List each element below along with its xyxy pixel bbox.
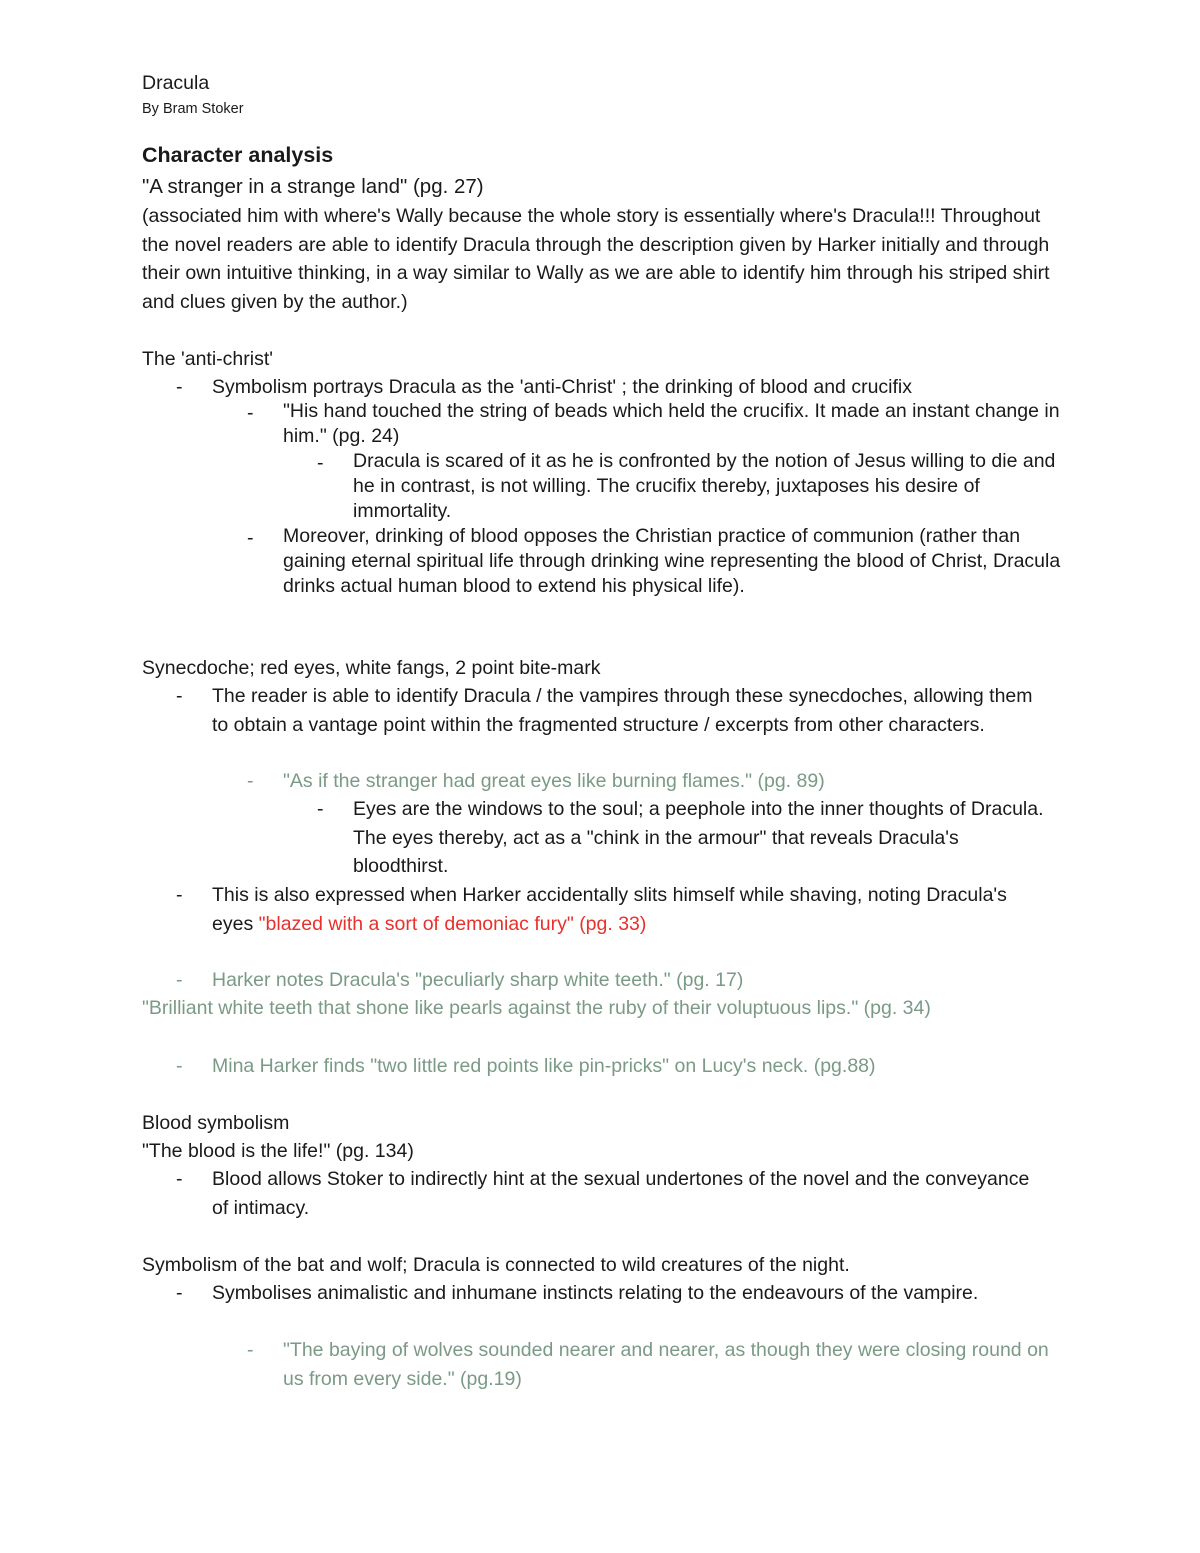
communion-analysis: Moreover, drinking of blood opposes the Christian practice of communion (rather than gaining eternal spiritual life through drinking wine representing the blood of Christ, Dracula drinks actual human blood to extend his physical life).	[283, 525, 1061, 597]
bullet-dash: -	[247, 1339, 254, 1361]
bullet-dash: -	[317, 798, 324, 820]
eyes-analysis: Eyes are the windows to the soul; a peephole into the inner thoughts of Dracula. The eyes thereby, act as a "chink in the armour" that reveals Dracula's bloodthirst.	[353, 798, 1044, 877]
synecdoche-bullet-1: The reader is able to identify Dracula / the vampires through these synecdoches, allowing them to obtain a vantage point within the fragmented structure / excerpts from other characters.	[212, 685, 1033, 736]
bullet-dash: -	[176, 685, 183, 707]
sharp-teeth-quote: Harker notes Dracula's "peculiarly sharp white teeth." (pg. 17)	[212, 969, 744, 991]
antichrist-bullet-1: Symbolism portrays Dracula as the 'anti-Christ' ; the drinking of blood and crucifix	[212, 376, 912, 398]
blood-heading: Blood symbolism	[142, 1112, 290, 1134]
bat-wolf-bullet-1: Symbolises animalistic and inhumane instincts relating to the endeavours of the vampire.	[212, 1282, 979, 1304]
bullet-dash: -	[176, 969, 183, 991]
bullet-dash: -	[247, 527, 254, 549]
bullet-dash: -	[176, 1168, 183, 1190]
crucifix-quote: "His hand touched the string of beads which held the crucifix. It made an instant change in him." (pg. 24)	[283, 400, 1060, 447]
synecdoche-heading: Synecdoche; red eyes, white fangs, 2 point bite-mark	[142, 657, 601, 679]
bullet-dash: -	[176, 1055, 183, 1077]
demoniac-fury-quote: "blazed with a sort of demoniac fury" (pg. 33)	[258, 912, 647, 935]
crucifix-analysis: Dracula is scared of it as he is confronted by the notion of Jesus willing to die and he in contrast, is not willing. The crucifix thereby, juxtaposes his desire of immortality.	[353, 450, 1056, 522]
intro-paragraph: (associated him with where's Wally because the whole story is essentially where's Dracula!!! Throughout the novel readers are able to identify Dracula through the description given by Harker initially and through their own intuitive thinking, in a way similar to Wally as we are able to identify him through his striped shirt and clues given by the author.)	[142, 205, 1050, 313]
stranger-quote: "A stranger in a strange land" (pg. 27)	[142, 175, 484, 198]
blood-bullet-1: Blood allows Stoker to indirectly hint at the sexual undertones of the novel and the conveyance of intimacy.	[212, 1168, 1030, 1219]
bullet-dash: -	[247, 402, 254, 424]
bullet-dash: -	[317, 452, 324, 474]
bullet-dash: -	[176, 884, 183, 906]
section-heading: Character analysis	[142, 143, 334, 167]
blood-quote: "The blood is the life!" (pg. 134)	[142, 1140, 414, 1162]
brilliant-teeth-quote: "Brilliant white teeth that shone like pearls against the ruby of their voluptuous lips." (pg. 34)	[142, 997, 931, 1019]
bullet-dash: -	[247, 770, 254, 792]
eyes-quote: "As if the stranger had great eyes like burning flames." (pg. 89)	[283, 770, 825, 792]
bullet-dash: -	[176, 1282, 183, 1304]
pin-pricks-quote: Mina Harker finds "two little red points like pin-pricks" on Lucy's neck. (pg.88)	[212, 1055, 876, 1077]
shaving-paragraph	[212, 881, 1052, 938]
bat-wolf-heading: Symbolism of the bat and wolf; Dracula is connected to wild creatures of the night.	[142, 1254, 850, 1276]
wolves-quote: "The baying of wolves sounded nearer and nearer, as though they were closing round on us from every side." (pg.19)	[283, 1339, 1049, 1390]
bullet-dash: -	[176, 376, 183, 398]
shaving-text: This is also expressed when Harker accidentally slits himself while shaving, noting Dracula's eyes	[212, 884, 1007, 935]
doc-title: Dracula	[142, 72, 210, 94]
antichrist-heading: The 'anti-christ'	[142, 348, 273, 370]
doc-author: By Bram Stoker	[142, 101, 244, 117]
